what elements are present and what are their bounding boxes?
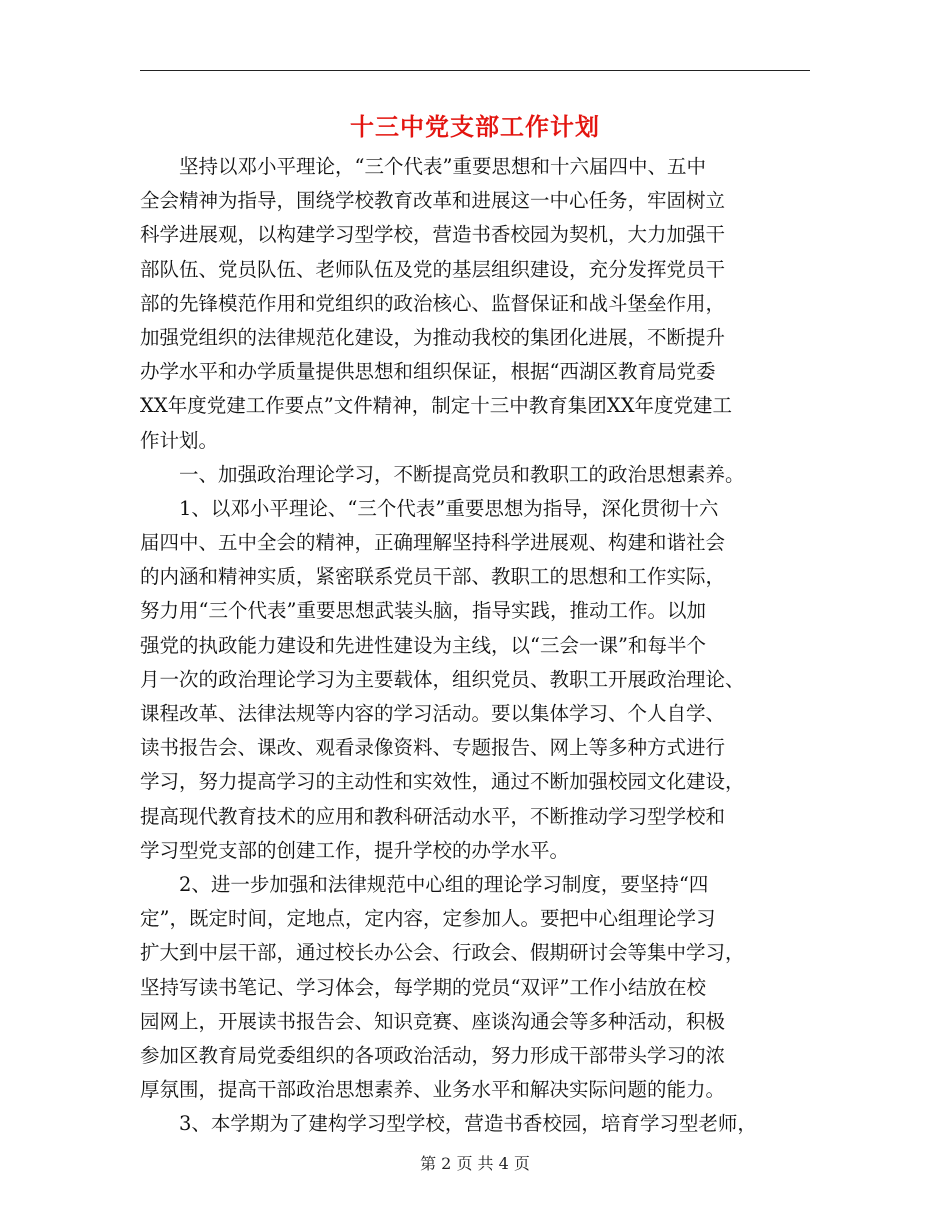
text-line: 作计划。 [140, 428, 219, 452]
text-line: 坚持以邓小平理论，“三个代表”重要思想和十六届四中、五中 [179, 155, 706, 178]
document-title: 十三中党支部工作计划 [350, 112, 600, 141]
text-line: 1、以邓小平理论、“三个代表”重要思想为指导，深化贯彻十六 [179, 496, 719, 520]
text-line: 参加区教育局党委组织的各项政治活动，努力形成干部带头学习的浓 [140, 1043, 726, 1067]
document-body [140, 150, 812, 1141]
text-line: 的内涵和精神实质，紧密联系党员干部、教职工的思想和工作实际， [140, 565, 726, 589]
text-line: 厚氛围，提高干部政治思想素养、业务水平和解决实际问题的能力。 [140, 1078, 726, 1102]
page-footer: 第 2 页 共 4 页 [420, 1154, 530, 1173]
text-line: 提高现代教育技术的应用和教科研活动水平，不断推动学习型学校和 [140, 804, 726, 828]
text-line: 办学水平和办学质量提供思想和组织保证，根据“西湖区教育局党委 [140, 360, 716, 384]
text-line: 强党的执政能力建设和先进性建设为主线，以“三会一课”和每半个 [140, 633, 706, 657]
text-line: 一、加强政治理论学习，不断提高党员和教职工的政治思想素养。 [179, 462, 745, 486]
text-line: 定”，既定时间，定地点，定内容，定参加人。要把中心组理论学习 [140, 907, 716, 931]
text-line: 课程改革、法律法规等内容的学习活动。要以集体学习、个人自学、 [140, 702, 726, 725]
text-line: 部的先锋模范作用和党组织的政治核心、监督保证和战斗堡垒作用， [140, 291, 726, 315]
text-line: 届四中、五中全会的精神，正确理解坚持科学进展观、构建和谐社会 [140, 531, 726, 555]
header-rule [140, 70, 810, 71]
text-line: 3、本学期为了建构学习型学校，营造书香校园，培育学习型老师， [179, 1112, 757, 1136]
text-line: 努力用“三个代表”重要思想武装头脑，指导实践，推动工作。以加 [140, 599, 706, 623]
text-line: 扩大到中层干部，通过校长办公会、行政会、假期研讨会等集中学习， [140, 941, 745, 965]
text-line: 全会精神为指导，围绕学校教育改革和进展这一中心任务，牢固树立 [140, 189, 726, 213]
text-line: 坚持写读书笔记、学习体会，每学期的党员“双评”工作小结放在校 [140, 975, 706, 999]
text-line: 部队伍、党员队伍、老师队伍及党的基层组织建设，充分发挥党员干 [140, 257, 726, 281]
text-line: 科学进展观，以构建学习型学校，营造书香校园为契机，大力加强干 [140, 223, 726, 247]
text-line: 学习型党支部的创建工作，提升学校的办学水平。 [140, 838, 570, 862]
text-line: 月一次的政治理论学习为主要载体，组织党员、教职工开展政治理论、 [140, 667, 745, 691]
text-line: 学习，努力提高学习的主动性和实效性，通过不断加强校园文化建设， [140, 770, 745, 794]
text-line: 加强党组织的法律规范化建设，为推动我校的集团化进展，不断提升 [140, 325, 726, 349]
text-line: 读书报告会、课改、观看录像资料、专题报告、网上等多种方式进行 [140, 736, 726, 760]
text-line: XX年度党建工作要点”文件精神，制定十三中教育集团XX年度党建工 [140, 394, 732, 418]
text-line: 2、进一步加强和法律规范中心组的理论学习制度，要坚持“四 [179, 872, 709, 896]
text-line: 园网上，开展读书报告会、知识竞赛、座谈沟通会等多种活动，积极 [140, 1009, 726, 1033]
